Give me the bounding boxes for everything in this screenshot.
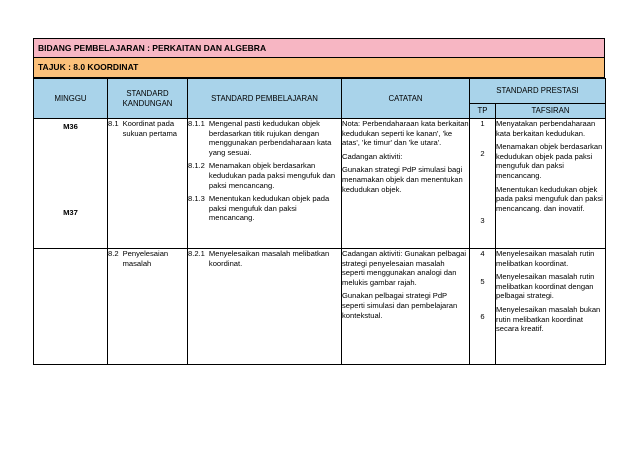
- curriculum-table: [33, 78, 606, 365]
- col-catatan: CATATAN: [342, 79, 470, 119]
- tp-value: 1: [480, 119, 485, 128]
- col-standard-pembelajaran: STANDARD PEMBELAJARAN: [188, 79, 342, 119]
- table-row: [34, 249, 606, 365]
- week-label: M37: [63, 207, 78, 217]
- col-tp: TP: [470, 104, 496, 119]
- catatan-para: Gunakan pelbagai strategi PdP seperti simulasi dan pembelajaran kontekstual.: [342, 291, 458, 320]
- sp-item: 8.1.2 Menamakan objek berdasarkan kedudukan pada paksi mengufuk dan paksi mencancang.: [188, 161, 336, 190]
- catatan-para: Nota: Perbendaharaan kata berkaitan kedudukan seperti ke kanan', 'ke atas', 'ke timur' dan 'ke utara'.: [342, 119, 469, 148]
- week-label: M36: [63, 122, 78, 131]
- catatan-para: Cadangan aktiviti:: [342, 151, 403, 161]
- standard-pembelajaran-cell: [188, 119, 342, 249]
- col-minggu: MINGGU: [34, 79, 108, 119]
- standard-kandungan-cell: 8.2 Penyelesaian masalah: [108, 249, 188, 365]
- col-standard-kandungan: STANDARD KANDUNGAN: [108, 79, 188, 119]
- col-tafsiran: TAFSIRAN: [496, 104, 606, 119]
- tafsiran-para: Menyelesaikan masalah rutin melibatkan koordinat.: [496, 249, 595, 268]
- document-page: [33, 38, 605, 365]
- sp-item: 8.1.1 Mengenal pasti kedudukan objek berdasarkan titik rujukan dengan menggunakan perbendaharaan kata yang sesuai.: [188, 119, 332, 157]
- tajuk-text: TAJUK : 8.0 KOORDINAT: [38, 62, 139, 72]
- tp-value: 6: [480, 312, 485, 322]
- catatan-cell: [342, 119, 470, 249]
- minggu-cell: [34, 119, 108, 249]
- tp-value: 2: [480, 148, 485, 158]
- tafsiran-para: Menamakan objek berdasarkan kedudukan objek pada paksi mengufuk dan paksi mencancang.: [496, 142, 603, 180]
- bidang-text: BIDANG PEMBELAJARAN : PERKAITAN DAN ALGEBRA: [38, 43, 267, 53]
- tafsiran-para: Menyatakan perbendaharaan kata berkaitan kedudukan.: [496, 119, 596, 138]
- tp-value: 3: [480, 216, 485, 226]
- tajuk-banner: [33, 58, 605, 78]
- minggu-cell: [34, 249, 108, 365]
- standard-kandungan-cell: 8.1 Koordinat pada sukuan pertama: [108, 119, 188, 249]
- tp-cell: [470, 249, 496, 365]
- standard-pembelajaran-cell: [188, 249, 342, 365]
- tafsiran-cell: [496, 119, 606, 249]
- catatan-para: Cadangan aktiviti: Gunakan pelbagai strategi penyelesaian masalah seperti menggunakan analogi dan melukis gambar rajah.: [342, 249, 467, 287]
- col-standard-prestasi: STANDARD PRESTASI: [470, 79, 606, 104]
- catatan-para: Gunakan strategi PdP simulasi bagi menamakan objek dan menentukan kedudukan objek.: [342, 165, 463, 194]
- tp-value: 5: [480, 276, 485, 286]
- tafsiran-cell: [496, 249, 606, 365]
- tp-value: 4: [480, 249, 485, 258]
- bidang-pembelajaran-banner: [33, 38, 605, 58]
- table-row: [34, 119, 606, 249]
- tafsiran-para: Menyelesaikan masalah bukan rutin melibatkan koordinat secara kreatif.: [496, 304, 601, 334]
- sp-item: 8.1.3 Menentukan kedudukan objek pada paksi mengufuk dan paksi mencancang.: [188, 194, 330, 223]
- tafsiran-para: Menyelesaikan masalah rutin melibatkan koordinat dengan pelbagai strategi.: [496, 272, 595, 301]
- tafsiran-para: Menentukan kedudukan objek pada paksi mengufuk dan paksi mencancang. dan inovatif.: [496, 184, 603, 213]
- table-header-row: [34, 79, 606, 104]
- tp-cell: [470, 119, 496, 249]
- catatan-cell: [342, 249, 470, 365]
- sp-item: 8.2.1 Menyelesaikan masalah melibatkan koordinat.: [188, 249, 330, 268]
